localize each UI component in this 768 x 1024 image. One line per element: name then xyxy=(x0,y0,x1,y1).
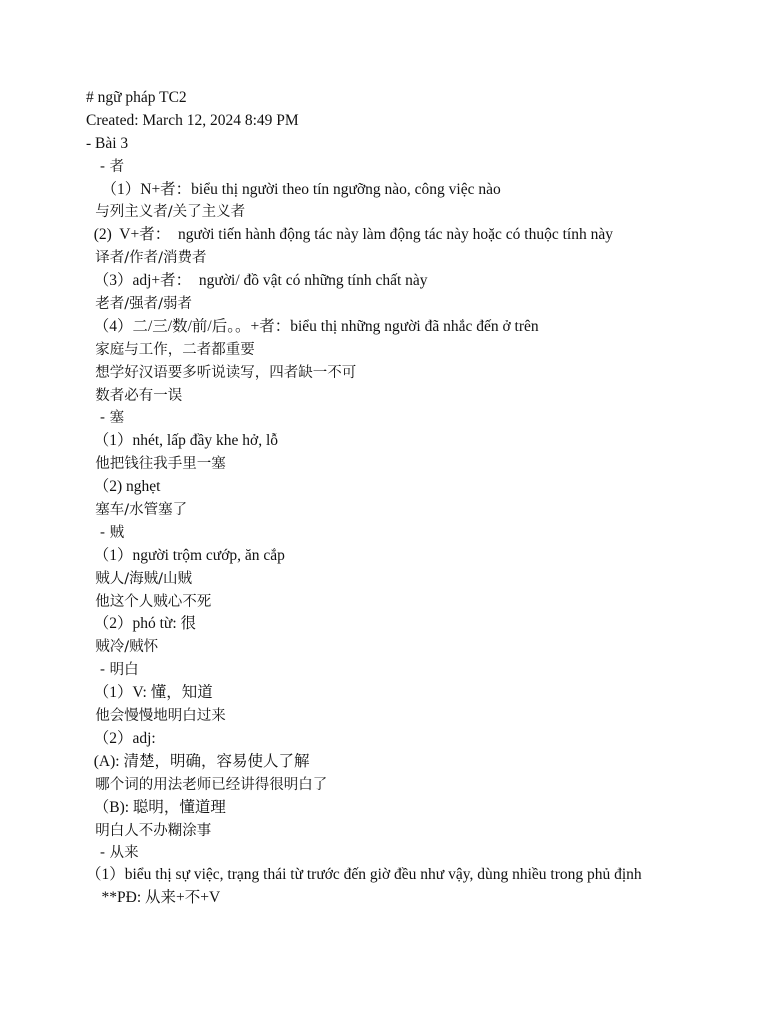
note-line: （1）người trộm cướp, ăn cắp xyxy=(86,546,285,564)
note-line: (2) V+者： người tiến hành động tác này làm động tác này hoặc có thuộc tính này xyxy=(86,226,613,244)
grammar-item-zhe: - 者 xyxy=(86,158,125,175)
example-line: 哪个词的用法老师已经讲得很明白了 xyxy=(86,776,328,793)
note-line: （2）adj: xyxy=(86,729,156,747)
example-line: 家庭与工作，二者都重要 xyxy=(86,341,255,358)
created-timestamp: Created: March 12, 2024 8:49 PM xyxy=(86,111,299,129)
note-line: （3）adj+者： người/ đồ vật có những tính chất này xyxy=(86,272,428,290)
example-line: 塞车/水管塞了 xyxy=(86,502,188,519)
note-page xyxy=(86,87,686,910)
example-line: 贼人/海贼/山贼 xyxy=(86,570,192,587)
example-line: 他这个人贼心不死 xyxy=(86,593,212,610)
example-line: 他把钱往我手里一塞 xyxy=(86,456,226,473)
note-line: （1）biểu thị sự việc, trạng thái từ trước đến giờ đều như vậy, dùng nhiều trong phủ định xyxy=(86,866,642,884)
example-line: 老者/强者/弱者 xyxy=(86,296,192,313)
note-line: （1）V: 懂，知道 xyxy=(86,684,213,702)
example-line: 明白人不办糊涂事 xyxy=(86,822,212,839)
grammar-item-sai: - 塞 xyxy=(86,410,125,427)
note-line: （1）nhét, lấp đầy khe hở, lỗ xyxy=(86,432,279,450)
note-line: （1）N+者：biểu thị người theo tín ngưỡng nào, công việc nào xyxy=(86,180,501,198)
grammar-item-mingbai: - 明白 xyxy=(86,662,139,679)
note-line: （2）phó từ: 很 xyxy=(86,615,197,633)
note-line: **PĐ: 从来+不+V xyxy=(86,889,221,907)
note-line: (A): 清楚，明确，容易使人了解 xyxy=(86,752,310,770)
note-line: （B): 聪明，懂道理 xyxy=(86,798,226,816)
grammar-item-zei: - 贼 xyxy=(86,524,125,541)
example-line: 贼冷/贼怀 xyxy=(86,639,159,656)
note-line: （4）二/三/数/前/后。。+者：biểu thị những người đã nhắc đến ở trên xyxy=(86,317,539,335)
grammar-item-conglai: - 从来 xyxy=(86,845,139,862)
example-line: 他会慢慢地明白过来 xyxy=(86,708,226,725)
example-line: 译者/作者/消费者 xyxy=(86,250,207,267)
example-line: 想学好汉语要多听说读写，四者缺一不可 xyxy=(86,364,357,381)
note-title: # ngữ pháp TC2 xyxy=(86,89,187,106)
example-line: 与列主义者/关了主义者 xyxy=(86,204,246,221)
lesson-heading: - Bài 3 xyxy=(86,134,129,152)
note-line: （2) nghẹt xyxy=(86,478,161,496)
example-line: 数者必有一误 xyxy=(86,387,183,404)
